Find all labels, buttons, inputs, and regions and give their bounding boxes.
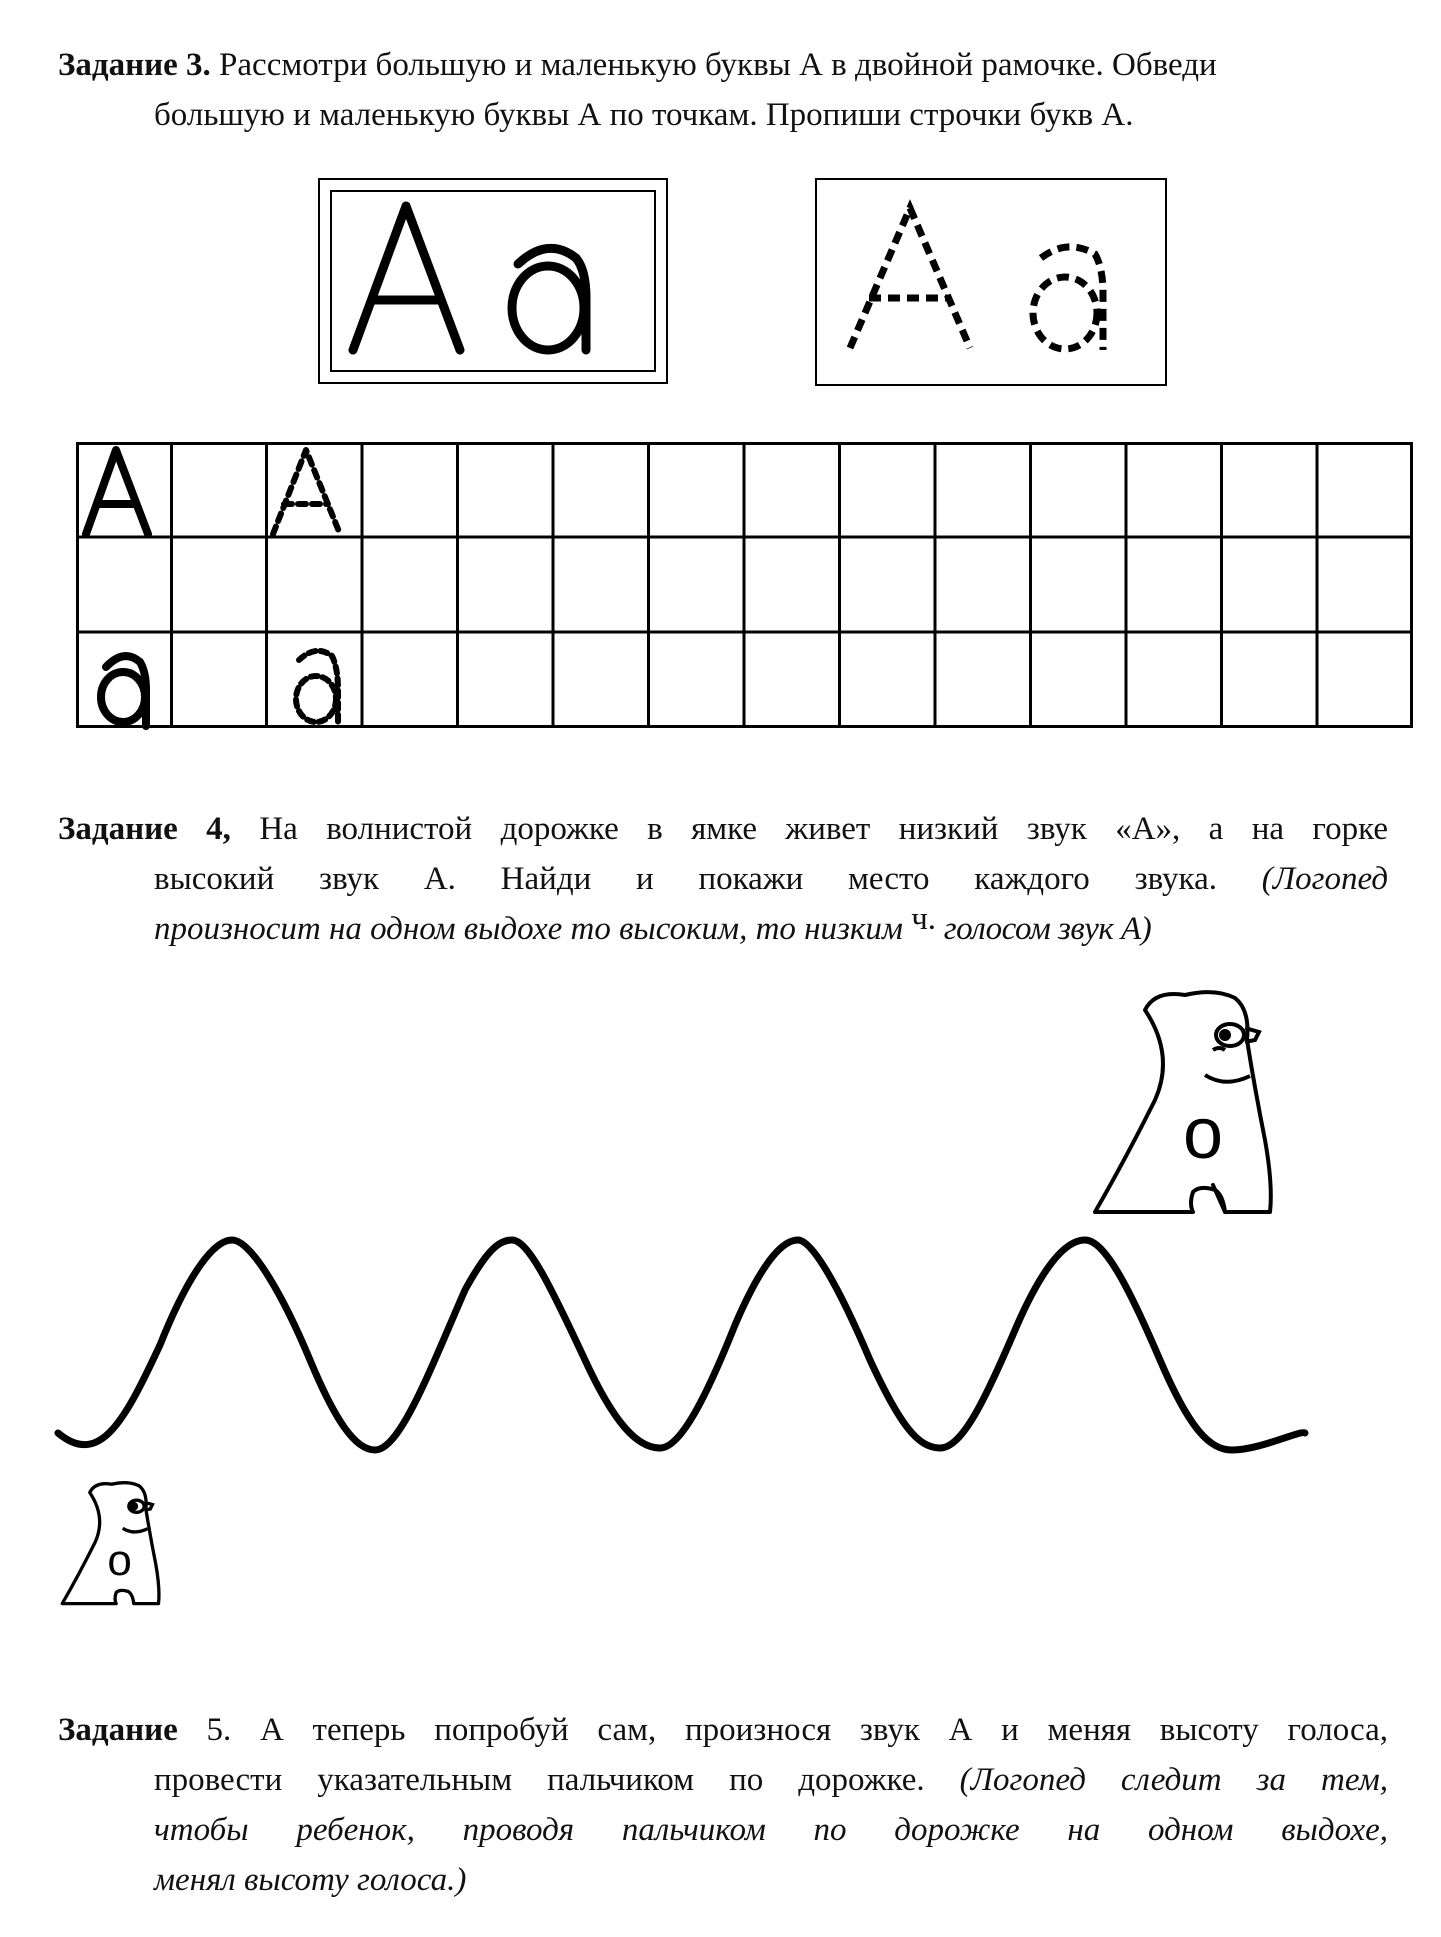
task-5-label: Задание bbox=[58, 1712, 178, 1748]
task-4-text-line1: На волнистой дорожке в ямке живет низкий звук «А», а на горке bbox=[230, 811, 1388, 847]
task-5-text-line2: провести указательным пальчиком по дорожке. bbox=[154, 1762, 925, 1798]
task-5-text-line1: 5. А теперь попробуй сам, произнося звук А и меняя высоту голоса, bbox=[177, 1712, 1388, 1748]
task-5-note-start: (Логопед следит за тем, bbox=[924, 1762, 1388, 1798]
task-3-text-line1: Рассмотри большую и маленькую буквы А в двойной рамочке. Обведи bbox=[210, 47, 1217, 83]
task-4-note-line3b: голосом звук А) bbox=[936, 911, 1152, 947]
task-4-text-line2: высокий звук А. Найди и покажи место каждого звука. bbox=[154, 861, 1217, 897]
low-sound-letter-character bbox=[55, 1476, 185, 1608]
task-3-label: Задание 3. bbox=[58, 47, 211, 83]
task-4-note-line3a: произносит на одном выдохе то высоким, то низким bbox=[154, 911, 903, 947]
task-5-note-line4: менял высоту голоса.) bbox=[154, 1862, 467, 1898]
task-4-note-start: (Логопед bbox=[1261, 861, 1389, 897]
task-3-text-line2: большую и маленькую буквы А по точкам. Пропиши строчки букв А. bbox=[154, 97, 1134, 133]
task-5-note-line3: чтобы ребенок, проводя пальчиком по дорожке на одном выдохе, bbox=[154, 1812, 1388, 1848]
task-5-instructions bbox=[58, 1705, 1388, 1905]
task-4-stray-mark: ч. bbox=[911, 901, 937, 937]
small-character-belly-glyph: о bbox=[107, 1536, 132, 1585]
task-4-label: Задание 4, bbox=[58, 811, 231, 847]
high-sound-letter-character bbox=[1085, 980, 1315, 1220]
character-belly-glyph: о bbox=[1183, 1094, 1224, 1174]
